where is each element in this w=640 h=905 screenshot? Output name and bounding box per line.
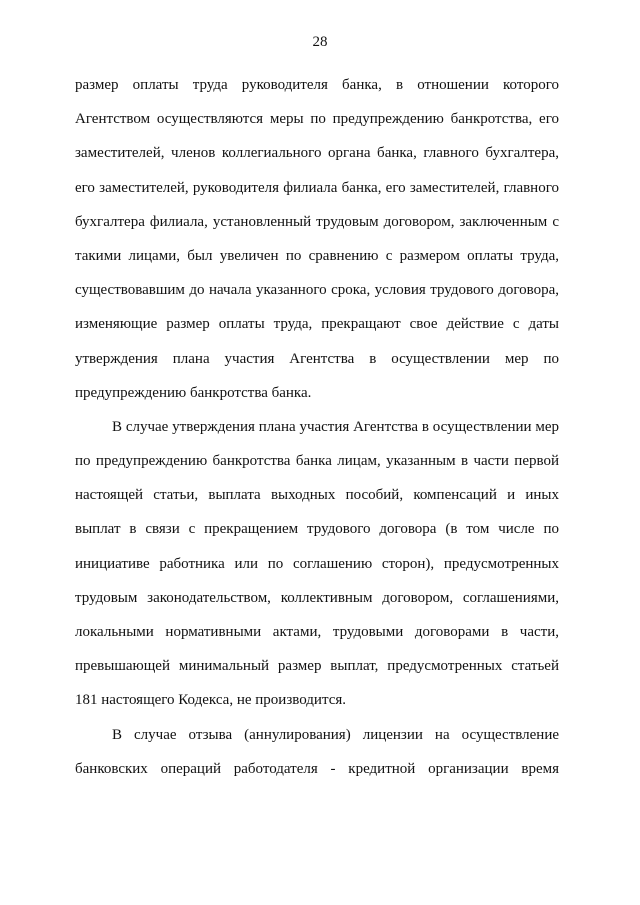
text-line: настоящей статьи, выплата выходных пособий, компенсаций и иных <box>75 487 559 504</box>
text-line: банковских операций работодателя - кредитной организации время <box>75 760 559 777</box>
page-number: 28 <box>312 34 328 50</box>
text-line: инициативе работника или по соглашению сторон), предусмотренных <box>75 555 559 572</box>
document-body <box>75 68 559 786</box>
text-line: утверждения плана участия Агентства в осуществлении мер по <box>75 350 559 367</box>
text-line: локальными нормативными актами, трудовыми договорами в части, <box>75 624 559 640</box>
text-line: размер оплаты труда руководителя банка, в отношении которого <box>75 77 559 93</box>
text-line: трудовым законодательством, коллективным договором, соглашениями, <box>75 589 559 606</box>
text-line: 181 настоящего Кодекса, не производится. <box>75 692 346 709</box>
text-line: бухгалтера филиала, установленный трудовым договором, заключенным с <box>75 213 559 230</box>
text-line: Агентством осуществляются меры по предупреждению банкротства, его <box>75 111 559 128</box>
text-line: В случае отзыва (аннулирования) лицензии на осуществление <box>112 726 559 743</box>
text-line: заместителей, членов коллегиального органа банка, главного бухгалтера, <box>75 145 559 162</box>
text-line: такими лицами, был увеличен по сравнению с размером оплаты труда, <box>75 247 559 264</box>
text-line: существовавшим до начала указанного срока, условия трудового договора, <box>75 282 559 299</box>
text-line: выплат в связи с прекращением трудового договора (в том числе по <box>75 521 559 538</box>
text-line: предупреждению банкротства банка. <box>75 384 312 401</box>
text-line: превышающей минимальный размер выплат, предусмотренных статьей <box>75 658 559 675</box>
text-line: изменяющие размер оплаты труда, прекращают свое действие с даты <box>75 316 559 333</box>
text-line: по предупреждению банкротства банка лицам, указанным в части первой <box>75 453 559 470</box>
text-line: В случае утверждения плана участия Агентства в осуществлении мер <box>112 418 559 435</box>
text-line: его заместителей, руководителя филиала банка, его заместителей, главного <box>75 179 559 196</box>
